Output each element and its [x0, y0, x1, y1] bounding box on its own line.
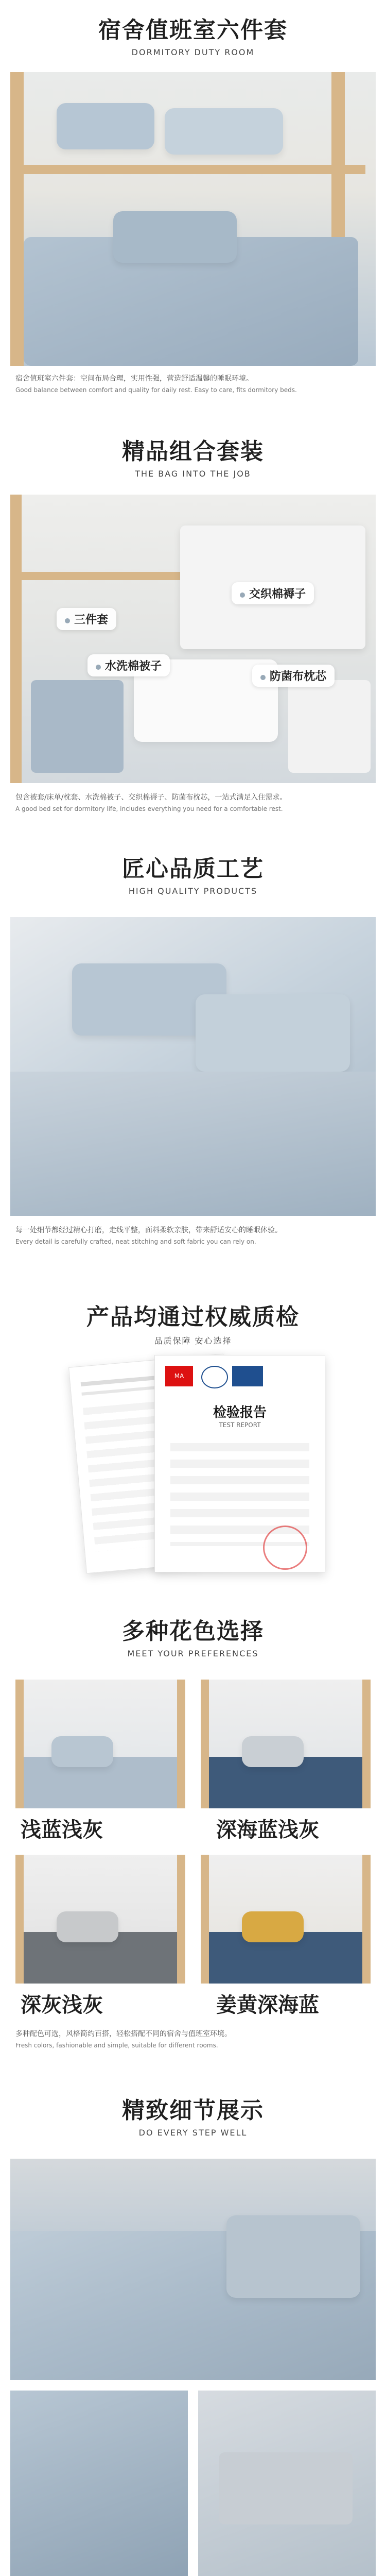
section-6-header — [0, 2092, 386, 2138]
craft-photo — [10, 917, 376, 1216]
hero-bed-photo — [10, 72, 376, 366]
tag-label: 三件套 — [74, 614, 109, 626]
section-2-subtitle: THE BAG INTO THE JOB — [135, 469, 251, 479]
section-4-header — [0, 1298, 386, 1346]
section-1-header — [0, 11, 386, 57]
report-sheet-front — [154, 1355, 325, 1572]
section-3-description — [15, 1224, 371, 1246]
tag-dot-icon — [260, 675, 266, 680]
section-5-desc-en: Fresh colors, fashionable and simple, suitable for different rooms. — [15, 2042, 218, 2049]
set-photo — [10, 495, 376, 783]
tag-quilt — [87, 654, 170, 676]
section-3-subtitle: HIGH QUALITY PRODUCTS — [128, 886, 258, 896]
color-option-4-photo[interactable] — [201, 1855, 371, 1984]
report-title: 检验报告 — [213, 1405, 267, 1420]
color-option-1-label: 浅蓝浅灰 — [21, 1818, 103, 1842]
color-option-3-label: 深灰浅灰 — [21, 1993, 103, 2017]
color-option-2-photo[interactable] — [201, 1680, 371, 1808]
tag-label: 防菌布枕芯 — [270, 670, 327, 683]
detail-photo-2 — [10, 2391, 188, 2576]
section-3-desc-en: Every detail is carefully crafted, neat stitching and soft fabric you can rely on. — [15, 1238, 256, 1245]
tag-mattress — [232, 582, 314, 604]
detail-photo-1 — [10, 2159, 376, 2380]
color-option-2-label: 深海蓝浅灰 — [216, 1818, 319, 1842]
tag-pillow — [252, 665, 335, 687]
ilac-cert-icon — [201, 1366, 228, 1388]
section-2-desc-cn: 包含被套/床单/枕套、水洗棉被子、交织棉褥子、防菌布枕芯，一站式满足入住需求。 — [15, 793, 287, 802]
tag-label: 水洗棉被子 — [105, 660, 162, 673]
tag-dot-icon — [96, 665, 101, 670]
ma-cert-icon: MA — [165, 1366, 193, 1386]
section-1-desc-en: Good balance between comfort and quality for daily rest. Easy to care, fits dormitory beds. — [15, 386, 297, 394]
section-2-title: 精品组合套装 — [122, 438, 264, 465]
section-4-title: 产品均通过权威质检 — [86, 1304, 300, 1330]
section-6-subtitle: DO EVERY STEP WELL — [138, 2128, 248, 2138]
section-3-title: 匠心品质工艺 — [122, 856, 264, 882]
color-option-4-label: 姜黄深海蓝 — [216, 1993, 319, 2017]
section-5-title: 多种花色选择 — [122, 1618, 264, 1645]
cnas-cert-icon — [232, 1366, 263, 1386]
section-1-title: 宿舍值班室六件套 — [98, 17, 288, 43]
detail-photo-3 — [198, 2391, 376, 2576]
section-2-desc-en: A good bed set for dormitory life, includes everything you need for a comfortable rest. — [15, 805, 283, 812]
color-option-3-photo[interactable] — [15, 1855, 185, 1984]
tag-dot-icon — [240, 592, 245, 598]
section-5-desc-cn: 多种配色可选，风格简约百搭，轻松搭配不同的宿舍与值班室环境。 — [15, 2030, 232, 2038]
section-1-subtitle: DORMITORY DUTY ROOM — [131, 47, 255, 57]
section-2-header — [0, 433, 386, 479]
section-3-desc-cn: 每一处细节都经过精心打磨，走线平整，面料柔软亲肤，带来舒适安心的睡眠体验。 — [15, 1226, 282, 1234]
section-6-title: 精致细节展示 — [122, 2097, 264, 2124]
section-4-subtitle: 品质保障 安心选择 — [154, 1336, 232, 1346]
tag-label: 交织棉褥子 — [249, 588, 306, 601]
section-1-desc-cn: 宿舍值班室六件套：空间布局合理，实用性强，营造舒适温馨的睡眠环境。 — [15, 375, 253, 383]
section-5-header — [0, 1613, 386, 1658]
report-subtitle: TEST REPORT — [219, 1421, 261, 1429]
tag-three-piece — [57, 608, 116, 630]
section-5-description — [15, 2027, 371, 2050]
tag-dot-icon — [65, 618, 70, 623]
color-option-1-photo[interactable] — [15, 1680, 185, 1808]
section-2-description — [15, 791, 371, 814]
section-1-description — [15, 372, 371, 395]
section-5-subtitle: MEET YOUR PREFERENCES — [127, 1649, 259, 1658]
section-3-header — [0, 850, 386, 896]
report-seal-icon — [263, 1526, 307, 1570]
